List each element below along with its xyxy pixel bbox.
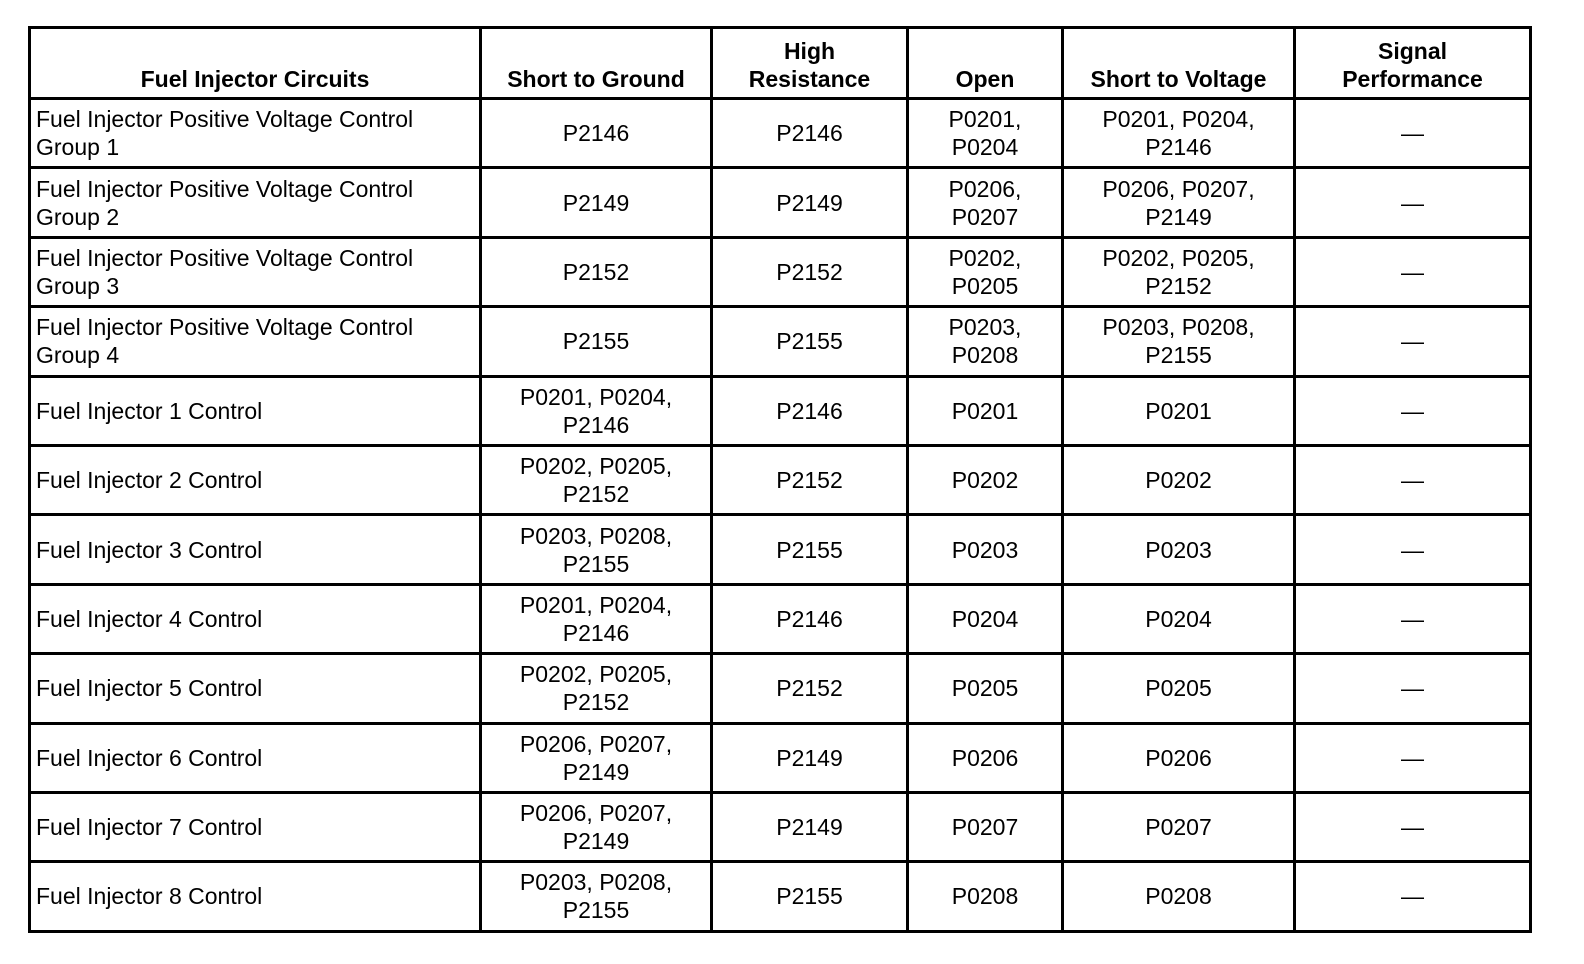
open-cell: P0204 — [908, 584, 1063, 653]
open-cell: P0203 — [908, 515, 1063, 584]
table-row — [30, 99, 1531, 168]
open-cell: P0207 — [908, 792, 1063, 861]
short-to-ground-cell: P2155 — [481, 307, 712, 376]
table-header-row — [30, 28, 1531, 99]
open-cell: P0202, P0205 — [908, 237, 1063, 306]
table-row — [30, 723, 1531, 792]
short-to-ground-cell: P0201, P0204, P2146 — [481, 376, 712, 445]
high-resistance-cell: P2146 — [712, 584, 908, 653]
short-to-ground-cell: P0203, P0208, P2155 — [481, 862, 712, 931]
header-open: Open — [908, 28, 1063, 99]
signal-performance-cell: — — [1295, 99, 1531, 168]
high-resistance-cell: P2152 — [712, 654, 908, 723]
short-to-voltage-cell: P0202, P0205, P2152 — [1063, 237, 1295, 306]
signal-performance-cell: — — [1295, 237, 1531, 306]
short-to-ground-cell: P2149 — [481, 168, 712, 237]
table-row — [30, 654, 1531, 723]
open-cell: P0206 — [908, 723, 1063, 792]
table-row — [30, 237, 1531, 306]
short-to-voltage-cell: P0204 — [1063, 584, 1295, 653]
circuit-cell: Fuel Injector 8 Control — [30, 862, 481, 931]
circuit-cell: Fuel Injector 6 Control — [30, 723, 481, 792]
circuit-cell: Fuel Injector Positive Voltage Control Group 4 — [30, 307, 481, 376]
header-signal-performance: Signal Performance — [1295, 28, 1531, 99]
circuit-cell: Fuel Injector Positive Voltage Control Group 3 — [30, 237, 481, 306]
signal-performance-cell: — — [1295, 168, 1531, 237]
high-resistance-cell: P2146 — [712, 376, 908, 445]
table-row — [30, 584, 1531, 653]
short-to-voltage-cell: P0201 — [1063, 376, 1295, 445]
circuit-cell: Fuel Injector 5 Control — [30, 654, 481, 723]
short-to-ground-cell: P0206, P0207, P2149 — [481, 723, 712, 792]
header-short-to-ground: Short to Ground — [481, 28, 712, 99]
signal-performance-cell: — — [1295, 723, 1531, 792]
high-resistance-cell: P2149 — [712, 723, 908, 792]
open-cell: P0202 — [908, 445, 1063, 514]
short-to-ground-cell: P0206, P0207, P2149 — [481, 792, 712, 861]
high-resistance-cell: P2152 — [712, 237, 908, 306]
high-resistance-cell: P2152 — [712, 445, 908, 514]
short-to-voltage-cell: P0206, P0207, P2149 — [1063, 168, 1295, 237]
table-row — [30, 792, 1531, 861]
open-cell: P0201, P0204 — [908, 99, 1063, 168]
high-resistance-cell: P2155 — [712, 862, 908, 931]
short-to-ground-cell: P0202, P0205, P2152 — [481, 654, 712, 723]
open-cell: P0206, P0207 — [908, 168, 1063, 237]
circuit-cell: Fuel Injector Positive Voltage Control Group 1 — [30, 99, 481, 168]
header-fuel-injector-circuits: Fuel Injector Circuits — [30, 28, 481, 99]
short-to-voltage-cell: P0208 — [1063, 862, 1295, 931]
signal-performance-cell: — — [1295, 792, 1531, 861]
high-resistance-cell: P2149 — [712, 168, 908, 237]
table-row — [30, 307, 1531, 376]
header-short-to-voltage: Short to Voltage — [1063, 28, 1295, 99]
open-cell: P0203, P0208 — [908, 307, 1063, 376]
dtc-circuit-table — [28, 26, 1532, 933]
circuit-cell: Fuel Injector Positive Voltage Control Group 2 — [30, 168, 481, 237]
open-cell: P0208 — [908, 862, 1063, 931]
signal-performance-cell: — — [1295, 445, 1531, 514]
open-cell: P0205 — [908, 654, 1063, 723]
high-resistance-cell: P2149 — [712, 792, 908, 861]
table-row — [30, 862, 1531, 931]
short-to-voltage-cell: P0201, P0204, P2146 — [1063, 99, 1295, 168]
circuit-cell: Fuel Injector 4 Control — [30, 584, 481, 653]
table-row — [30, 445, 1531, 514]
circuit-cell: Fuel Injector 7 Control — [30, 792, 481, 861]
short-to-voltage-cell: P0207 — [1063, 792, 1295, 861]
high-resistance-cell: P2146 — [712, 99, 908, 168]
high-resistance-cell: P2155 — [712, 307, 908, 376]
signal-performance-cell: — — [1295, 307, 1531, 376]
signal-performance-cell: — — [1295, 515, 1531, 584]
short-to-voltage-cell: P0206 — [1063, 723, 1295, 792]
circuit-cell: Fuel Injector 3 Control — [30, 515, 481, 584]
signal-performance-cell: — — [1295, 654, 1531, 723]
short-to-ground-cell: P0202, P0205, P2152 — [481, 445, 712, 514]
circuit-cell: Fuel Injector 1 Control — [30, 376, 481, 445]
short-to-ground-cell: P0201, P0204, P2146 — [481, 584, 712, 653]
short-to-voltage-cell: P0203 — [1063, 515, 1295, 584]
table-row — [30, 515, 1531, 584]
table-row — [30, 376, 1531, 445]
open-cell: P0201 — [908, 376, 1063, 445]
table-row — [30, 168, 1531, 237]
short-to-voltage-cell: P0205 — [1063, 654, 1295, 723]
short-to-voltage-cell: P0203, P0208, P2155 — [1063, 307, 1295, 376]
high-resistance-cell: P2155 — [712, 515, 908, 584]
signal-performance-cell: — — [1295, 376, 1531, 445]
short-to-ground-cell: P2152 — [481, 237, 712, 306]
circuit-cell: Fuel Injector 2 Control — [30, 445, 481, 514]
short-to-ground-cell: P2146 — [481, 99, 712, 168]
short-to-voltage-cell: P0202 — [1063, 445, 1295, 514]
header-high-resistance: High Resistance — [712, 28, 908, 99]
signal-performance-cell: — — [1295, 584, 1531, 653]
signal-performance-cell: — — [1295, 862, 1531, 931]
short-to-ground-cell: P0203, P0208, P2155 — [481, 515, 712, 584]
